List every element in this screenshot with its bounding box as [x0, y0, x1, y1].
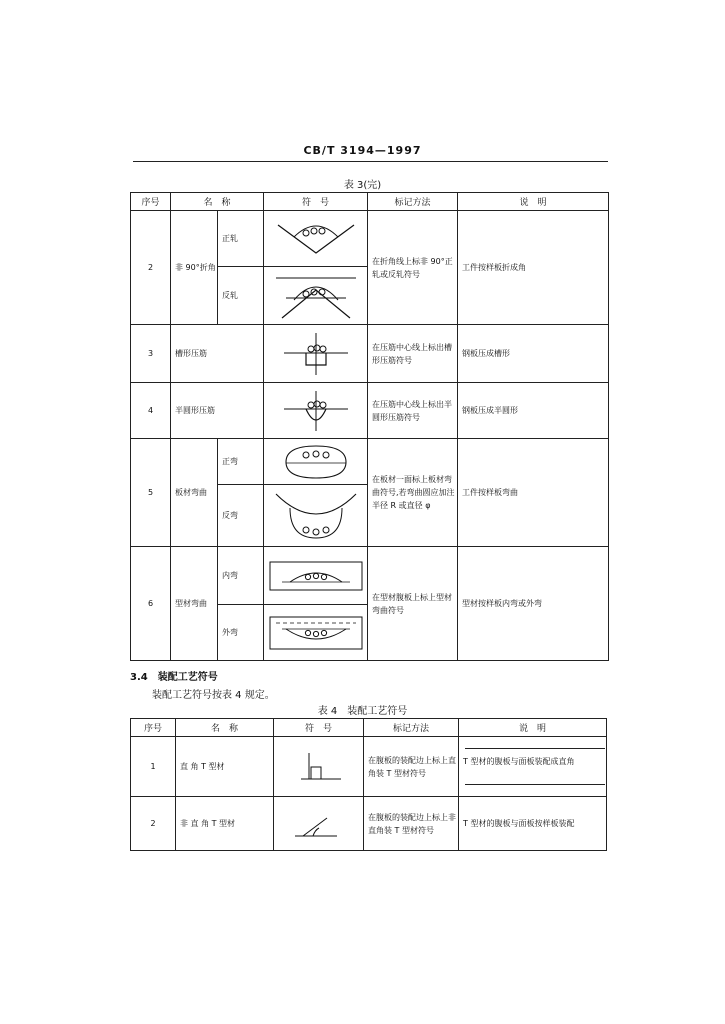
- table3-caption: 表 3(完): [343, 180, 382, 191]
- row-number: 3: [131, 325, 171, 383]
- table3: [130, 192, 609, 661]
- header-cell: 标记方法: [368, 193, 458, 211]
- symbol-cell: [264, 485, 368, 547]
- row-description-text: T 型材的腹板与面板装配成直角: [463, 757, 575, 766]
- header-cell: 符 号: [274, 719, 364, 737]
- row-method: 在腹板的装配边上标上直角装 T 型材符号: [364, 737, 459, 797]
- table4-caption: 表 4 装配工艺符号: [317, 706, 408, 717]
- table4-header-row: [131, 719, 607, 737]
- row-number: 2: [131, 211, 171, 325]
- row-name: 直 角 T 型材: [176, 737, 274, 797]
- row-method: 在板材一面标上板材弯曲符号,若弯曲圆应加注半径 R 或直径 φ: [368, 439, 458, 547]
- positive-roll-bend-symbol: [266, 217, 366, 261]
- row-subname: 内弯: [218, 547, 264, 605]
- row-name: 板材弯曲: [171, 439, 218, 547]
- symbol-cell: [264, 267, 368, 325]
- row-subname: 外弯: [218, 605, 264, 661]
- row-subname: 反轧: [218, 267, 264, 325]
- header-cell: 序号: [131, 193, 171, 211]
- row-name: 槽形压筋: [171, 325, 264, 383]
- row-method: 在压筋中心线上标出槽形压筋符号: [368, 325, 458, 383]
- table-row: [131, 547, 609, 605]
- row-name: 型材弯曲: [171, 547, 218, 661]
- row-description: 型材按样板内弯或外弯: [458, 547, 609, 661]
- table-row: [131, 737, 607, 797]
- row-number: 4: [131, 383, 171, 439]
- table-row: [131, 439, 609, 485]
- plate-reverse-bend-symbol: [266, 488, 366, 544]
- row-name: 非 90°折角: [171, 211, 218, 325]
- symbol-cell: [274, 737, 364, 797]
- section-title: 3.4 装配工艺符号: [130, 672, 218, 683]
- row-description: [459, 737, 607, 797]
- row-subname: 正轧: [218, 211, 264, 267]
- header-cell: 符 号: [264, 193, 368, 211]
- plate-positive-bend-symbol: [266, 442, 366, 482]
- table-row: [131, 325, 609, 383]
- right-angle-t-symbol: [279, 749, 359, 785]
- symbol-cell: [264, 211, 368, 267]
- row-description: 钢板压成槽形: [458, 325, 609, 383]
- row-name: 半圆形压筋: [171, 383, 264, 439]
- row-subname: 正弯: [218, 439, 264, 485]
- row-method: 在型材腹板上标上型材弯曲符号: [368, 547, 458, 661]
- table-row: [131, 797, 607, 851]
- table3-header-row: [131, 193, 609, 211]
- row-name: 非 直 角 T 型材: [176, 797, 274, 851]
- semicircle-rib-symbol: [266, 387, 366, 435]
- header-cell: 说 明: [458, 193, 609, 211]
- reverse-roll-bend-symbol: [266, 272, 366, 320]
- header-cell: 标记方法: [364, 719, 459, 737]
- profile-outer-bend-symbol: [268, 615, 364, 651]
- row-number: 6: [131, 547, 171, 661]
- section-text: 装配工艺符号按表 4 规定。: [152, 690, 275, 701]
- symbol-cell: [264, 383, 368, 439]
- table-row: [131, 211, 609, 267]
- symbol-cell: [264, 325, 368, 383]
- header-cell: 说 明: [459, 719, 607, 737]
- row-description: 工件按样板弯曲: [458, 439, 609, 547]
- header-cell: 序号: [131, 719, 176, 737]
- table4: [130, 718, 607, 851]
- row-number: 5: [131, 439, 171, 547]
- header-cell: 名 称: [171, 193, 264, 211]
- oblique-angle-t-symbol: [279, 806, 359, 842]
- row-subname: 反弯: [218, 485, 264, 547]
- row-description: 钢板压成半圆形: [458, 383, 609, 439]
- row-method: 在折角线上标非 90°正轧或反轧符号: [368, 211, 458, 325]
- symbol-cell: [264, 439, 368, 485]
- row-description: T 型材的腹板与面板按样板装配: [459, 797, 607, 851]
- row-method: 在压筋中心线上标出半圆形压筋符号: [368, 383, 458, 439]
- row-number: 2: [131, 797, 176, 851]
- table-row: [131, 383, 609, 439]
- symbol-cell: [264, 605, 368, 661]
- channel-rib-symbol: [266, 329, 366, 379]
- profile-inner-bend-symbol: [268, 560, 364, 592]
- symbol-cell: [264, 547, 368, 605]
- symbol-cell: [274, 797, 364, 851]
- document-code: CB/T 3194—1997: [303, 144, 422, 157]
- row-description: 工件按样板折成角: [458, 211, 609, 325]
- header-cell: 名 称: [176, 719, 274, 737]
- header-rule: [133, 161, 608, 162]
- row-number: 1: [131, 737, 176, 797]
- row-method: 在腹板的装配边上标上非直角装 T 型材符号: [364, 797, 459, 851]
